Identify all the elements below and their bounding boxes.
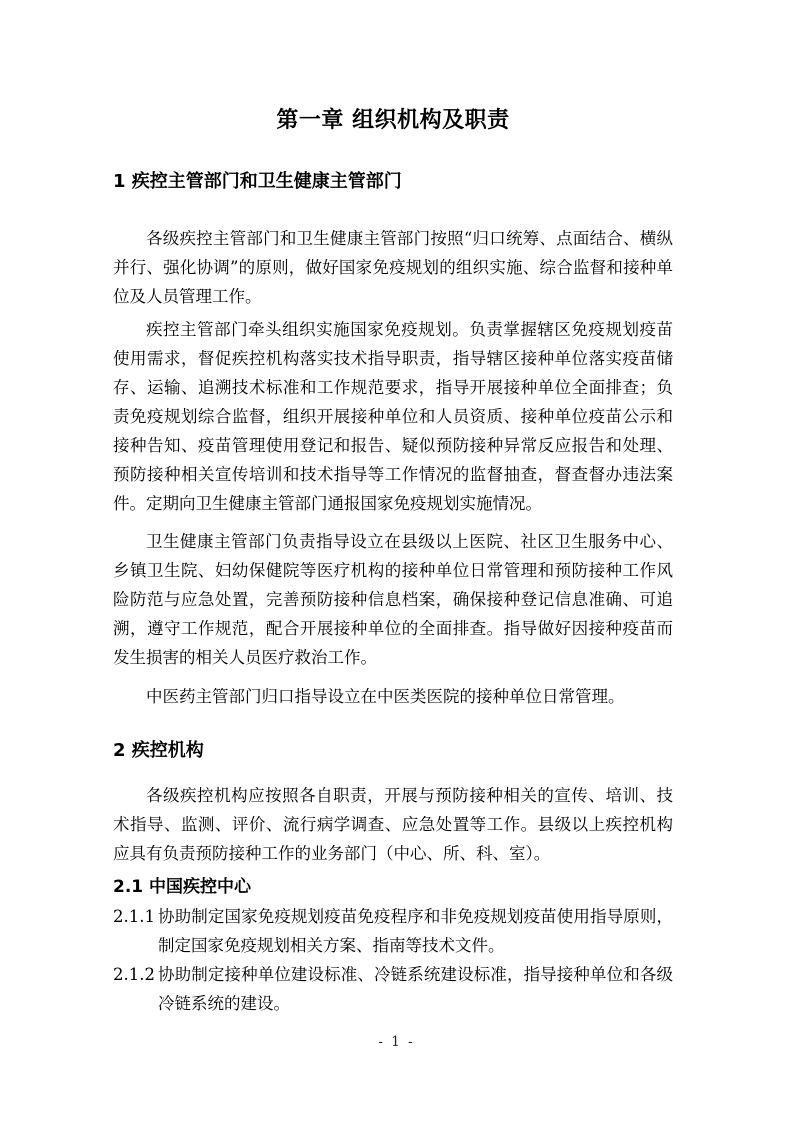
section-2-intro-paragraph: 各级疾控机构应按照各自职责，开展与预防接种相关的宣传、培训、技术指导、监测、评价、流行病学调查、应急处置等工作。县级以上疾控机构应具有负责预防接种工作的业务部门（中心、所、科、室）。 <box>113 786 673 863</box>
list-item-text: 协助制定国家免疫规划疫苗免疫程序和非免疫规划疫苗使用指导原则，制定国家免疫规划相关方案、指南等技术文件。 <box>158 907 673 955</box>
section-1-paragraph-3: 卫生健康主管部门负责指导设立在县级以上医院、社区卫生服务中心、乡镇卫生院、妇幼保健院等医疗机构的接种单位日常管理和预防接种工作风险防范与应急处置，完善预防接种信息档案，确保接种登记信息准确、可追溯，遵守工作规范，配合开展接种单位的全面排查。指导做好因接种疫苗而发生损害的相关人员医疗救治工作。 <box>113 532 673 667</box>
section-1-paragraph-2: 疾控主管部门牵头组织实施国家免疫规划。负责掌握辖区免疫规划疫苗使用需求，督促疾控机构落实技术指导职责，指导辖区接种单位落实疫苗储存、运输、追溯技术标准和工作规范要求，指导开展接种单位全面排查；负责免疫规划综合监督，组织开展接种单位和人员资质、接种单位疫苗公示和接种告知、疫苗管理使用登记和报告、疑似预防接种异常反应报告和处理、预防接种相关宣传培训和技术指导等工作情况的监督抽查，督查督办违法案件。定期向卫生健康主管部门通报国家免疫规划实施情况。 <box>113 320 673 513</box>
list-item-2-1-1 <box>113 902 673 960</box>
section-1-paragraph-1: 各级疾控主管部门和卫生健康主管部门按照“归口统筹、点面结合、横纵并行、强化协调”的原则，做好国家免疫规划的组织实施、综合监督和接种单位及人员管理工作。 <box>113 229 673 306</box>
section-1-heading: 1 疾控主管部门和卫生健康主管部门 <box>113 171 402 192</box>
chapter-title: 第一章 组织机构及职责 <box>276 108 510 133</box>
page-number: - 1 - <box>378 1034 415 1050</box>
list-item-2-1-2 <box>113 960 673 1018</box>
list-item-number: 2.1.1 <box>113 907 155 926</box>
section-2-1-heading: 2.1 中国疾控中心 <box>113 877 252 897</box>
list-item-text: 协助制定接种单位建设标准、冷链系统建设标准，指导接种单位和各级冷链系统的建设。 <box>158 965 673 1013</box>
section-2-heading: 2 疾控机构 <box>113 740 204 761</box>
list-item-number: 2.1.2 <box>113 965 155 984</box>
section-1-paragraph-4: 中医药主管部门归口指导设立在中医类医院的接种单位日常管理。 <box>146 687 625 706</box>
